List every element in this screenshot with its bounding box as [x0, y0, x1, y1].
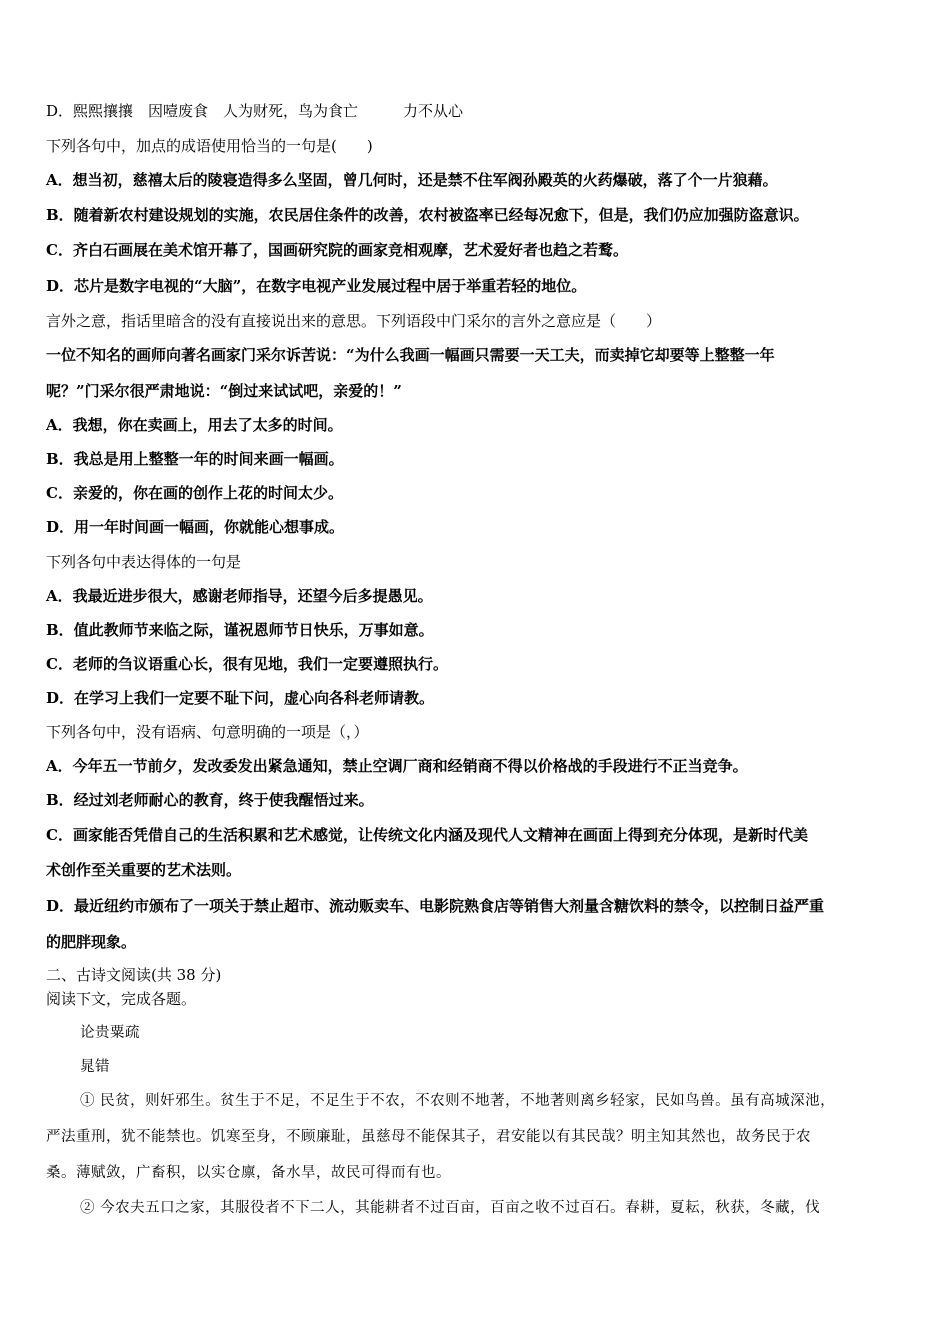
section-2-instruction: 阅读下文，完成各题。 [46, 990, 197, 1008]
question-idiom-option-a: A．想当初，慈禧太后的陵寝造得多么坚固，曾几何时，还是禁不住军阀孙殿英的火药爆破，落了个一片狼藉。 [46, 171, 778, 189]
classical-text-author: 晁错 [80, 1059, 110, 1075]
question-decent-stem: 下列各句中表达得体的一句是 [46, 553, 242, 571]
question-decent-option-b: B．值此教师节来临之际，谨祝恩师节日快乐，万事如意。 [46, 621, 434, 639]
question-grammar-option-d-line-1: D．最近纽约市颁布了一项关于禁止超市、流动贩卖车、电影院熟食店等销售大剂量含糖饮料的禁令，以控制日益严重 [46, 897, 825, 915]
question-decent-option-d: D．在学习上我们一定要不耻下问，虚心向各科老师请教。 [46, 689, 435, 707]
previous-question-option-d: D．熙熙攘攘 因噎废食 人为财死，鸟为食亡 力不从心 [46, 102, 464, 120]
classical-paragraph-1-line-1: ① 民贫，则奸邪生。贫生于不足，不足生于不农，不农则不地著，不地著则离乡轻家，民如鸟兽。虽有高城深池， [80, 1093, 836, 1109]
classical-paragraph-1-line-2: 严法重刑，犹不能禁也。饥寒至身，不顾廉耻，虽慈母不能保其子，君安能以有其民哉？明主知其然也，故务民于农 [46, 1129, 811, 1145]
question-idiom-option-d: D．芯片是数字电视的“大脑”，在数字电视产业发展过程中居于举重若轻的地位。 [46, 277, 587, 295]
question-implied-option-b: B．我总是用上整整一年的时间来画一幅画。 [46, 450, 344, 468]
question-implied-option-c: C．亲爱的，你在画的创作上花的时间太少。 [46, 484, 343, 502]
classical-text-title: 论贵粟疏 [80, 1025, 140, 1041]
question-idiom-stem: 下列各句中，加点的成语使用恰当的一句是( ) [46, 137, 373, 155]
question-idiom-option-b: B．随着新农村建设规划的实施，农民居住条件的改善，农村被盗率已经每况愈下，但是，我们仍应加强防盗意识。 [46, 206, 809, 224]
classical-paragraph-2-line-1: ② 今农夫五口之家，其服役者不下二人，其能耕者不过百亩，百亩之收不过百石。春耕，夏耘，秋获，冬藏，伐 [80, 1200, 821, 1216]
question-implied-option-d: D．用一年时间画一幅画，你就能心想事成。 [46, 518, 345, 536]
question-implied-passage-line-1: 一位不知名的画师向著名画家门采尔诉苦说：“为什么我画一幅画只需要一天工夫，而卖掉它却要等上整整一年 [46, 346, 775, 364]
question-grammar-option-c-line-1: C．画家能否凭借自己的生活积累和艺术感觉，让传统文化内涵及现代人文精神在画面上得到充分体现，是新时代美 [46, 826, 808, 844]
section-2-heading: 二、古诗文阅读(共 38 分) [46, 966, 222, 984]
question-grammar-option-d-line-2: 的肥胖现象。 [46, 933, 137, 951]
question-grammar-stem: 下列各句中，没有语病、句意明确的一项是（，） [46, 723, 369, 741]
question-grammar-option-a: A．今年五一节前夕，发改委发出紧急通知，禁止空调厂商和经销商不得以价格战的手段进行不正当竞争。 [46, 757, 748, 775]
question-decent-option-a: A．我最近进步很大，感谢老师指导，还望今后多提愚见。 [46, 587, 433, 605]
question-implied-option-a: A．我想，你在卖画上，用去了太多的时间。 [46, 416, 343, 434]
question-implied-stem: 言外之意，指话里暗含的没有直接说出来的意思。下列语段中门采尔的言外之意应是（ ） [46, 312, 662, 330]
question-grammar-option-c-line-2: 术创作至关重要的艺术法则。 [46, 861, 242, 879]
question-grammar-option-b: B．经过刘老师耐心的教育，终于使我醒悟过来。 [46, 791, 374, 809]
question-idiom-option-c: C．齐白石画展在美术馆开幕了，国画研究院的画家竞相观摩，艺术爱好者也趋之若鹜。 [46, 241, 628, 259]
question-decent-option-c: C．老师的刍议语重心长，很有见地，我们一定要遵照执行。 [46, 655, 448, 673]
classical-paragraph-1-line-3: 桑。薄赋敛，广畜积，以实仓廪，备水旱，故民可得而有也。 [46, 1165, 451, 1181]
question-implied-passage-line-2: 呢？”门采尔很严肃地说：“倒过来试试吧，亲爱的！” [46, 382, 402, 400]
